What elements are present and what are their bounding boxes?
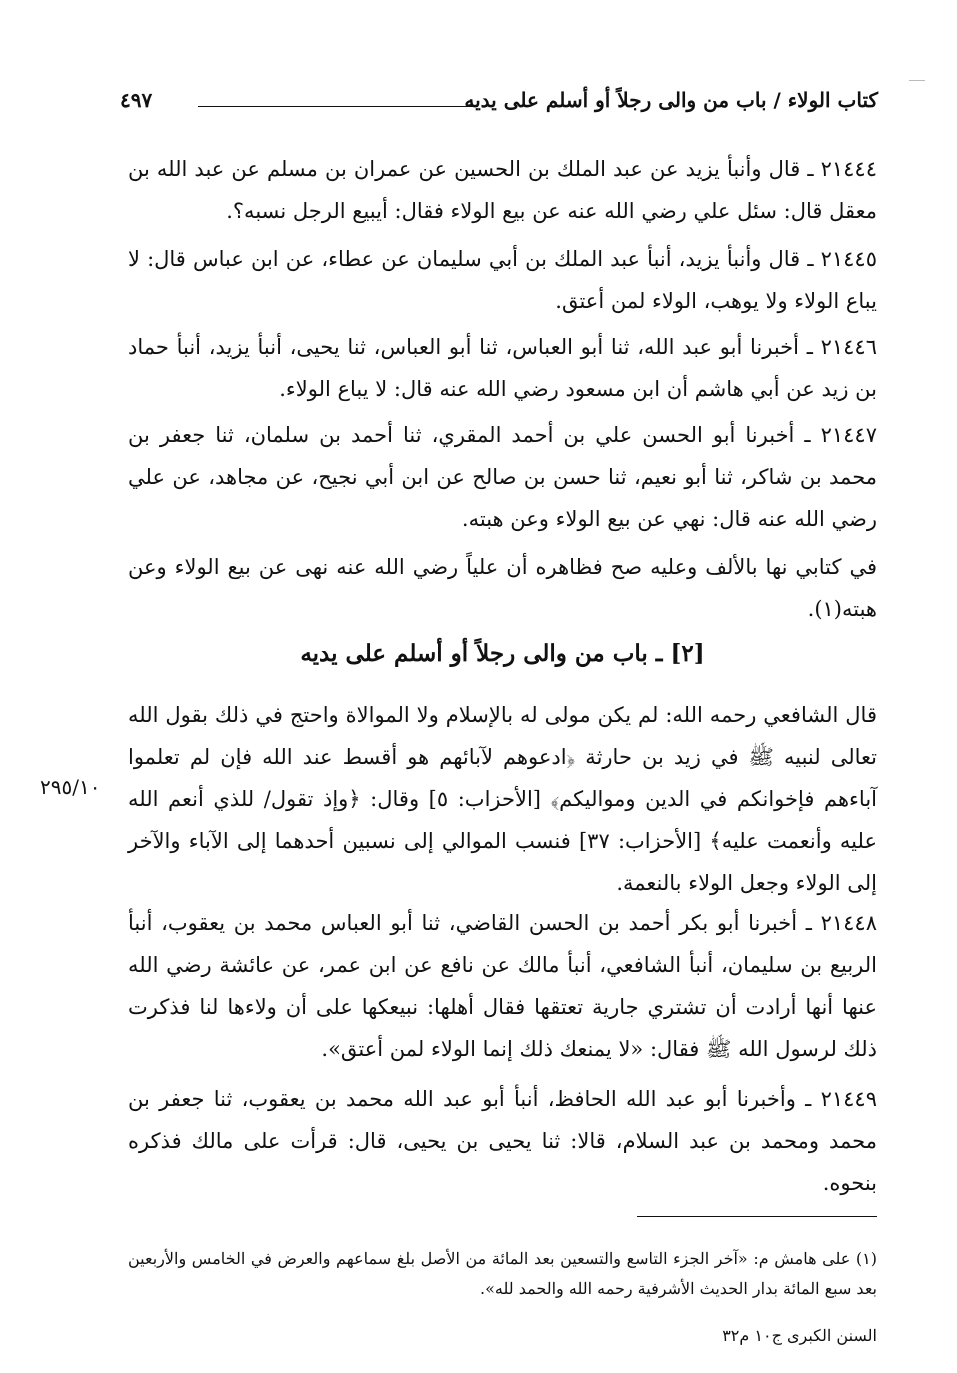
section-title: [٢] ـ باب من والى رجلاً أو أسلم على يديه <box>300 640 705 667</box>
hadith-21445: ٢١٤٤٥ ـ قال وأنبأ يزيد، أنبأ عبد الملك بن أبي سليمان عن عطاء، عن ابن عباس قال: لا يباع الولاء ولا يوهب، الولاء لمن أعتق. <box>128 247 877 313</box>
hadith-21446: ٢١٤٤٦ ـ أخبرنا أبو عبد الله، ثنا أبو العباس، ثنا أبو العباس، ثنا يحيى، أنبأ يزيد، أنبأ حماد بن زيد عن أبي هاشم أن ابن مسعود رضي الله عنه قال: لا يباع الولاء. <box>128 335 877 401</box>
footnote-rule <box>637 1216 877 1217</box>
footnote: (١) على هامش م: «آخر الجزء التاسع والتسعين بعد المائة من الأصل بلغ سماعهم والعرض في الخامس والأربعين بعد سبع المائة بدار الحديث الأشرفية رحمه الله والحمد لله». <box>128 1249 877 1298</box>
header-title: كتاب الولاء / باب من والى رجلاً أو أسلم على يديه <box>464 88 878 112</box>
shafii-statement: قال الشافعي رحمه الله: لم يكن مولى له بالإسلام ولا الموالاة واحتج في ذلك بقول الله تعالى لنبيه ﷺ في زيد بن حارثة ﴿ادعوهم لآبائهم هو أقسط عند الله فإن لم تعلموا آباءهم فإخوانكم في الدين ومواليكم﴾ [الأحزاب: ٥] وقال: ﴿وإذ تقول/ للذي أنعم الله عليه وأنعمت عليه﴾ [الأحزاب: ٣٧] فنسب الموالي إلى نسبين أحدهما إلى الآباء والآخر إلى الولاء وجعل الولاء بالنعمة. <box>128 703 878 895</box>
hadith-21444: ٢١٤٤٤ ـ قال وأنبأ يزيد عن عبد الملك بن الحسين عن عمران بن مسلم عن عبد الله بن معقل قال: سئل علي رضي الله عنه عن بيع الولاء فقال: أيبيع الرجل نسبه؟. <box>128 157 877 223</box>
page-number: ٤٩٧ <box>120 88 153 112</box>
running-header <box>120 88 878 122</box>
margin-reference: ٢٩٥/١٠ <box>40 775 101 799</box>
header-rule <box>198 106 478 107</box>
corner-mark <box>909 80 925 81</box>
volume-signature: السنن الكبرى ج١٠ م٣٢ <box>722 1326 877 1345</box>
hadith-21448: ٢١٤٤٨ ـ أخبرنا أبو بكر أحمد بن الحسن القاضي، ثنا أبو العباس محمد بن يعقوب، أنبأ الربيع بن سليمان، أنبأ الشافعي، أنبأ مالك عن نافع عن ابن عمر، عن عائشة رضي الله عنها أنها أرادت أن تشتري جارية تعتقها فقال أهلها: نبيعكها على أن ولاءها لنا فذكرت ذلك لرسول الله ﷺ فقال: «لا يمنعك ذلك إنما الولاء لمن أعتق». <box>128 911 877 1061</box>
hadith-21447: ٢١٤٤٧ ـ أخبرنا أبو الحسن علي بن أحمد المقري، ثنا أحمد بن سلمان، ثنا جعفر بن محمد بن شاكر، ثنا أبو نعيم، ثنا حسن بن صالح عن ابن أبي نجيح، عن مجاهد، عن علي رضي الله عنه قال: نهي عن بيع الولاء وعن هبته. <box>128 423 877 531</box>
hadith-21449: ٢١٤٤٩ ـ وأخبرنا أبو عبد الله الحافظ، أنبأ أبو عبد الله محمد بن يعقوب، ثنا جعفر بن محمد ومحمد بن عبد السلام، قالا: ثنا يحيى بن يحيى، قال: قرأت على مالك فذكره بنحوه. <box>128 1087 877 1195</box>
editor-note: في كتابي نها بالألف وعليه صح فظاهره أن علياً رضي الله عنه نهى عن بيع الولاء وعن هبته(١). <box>128 555 877 621</box>
